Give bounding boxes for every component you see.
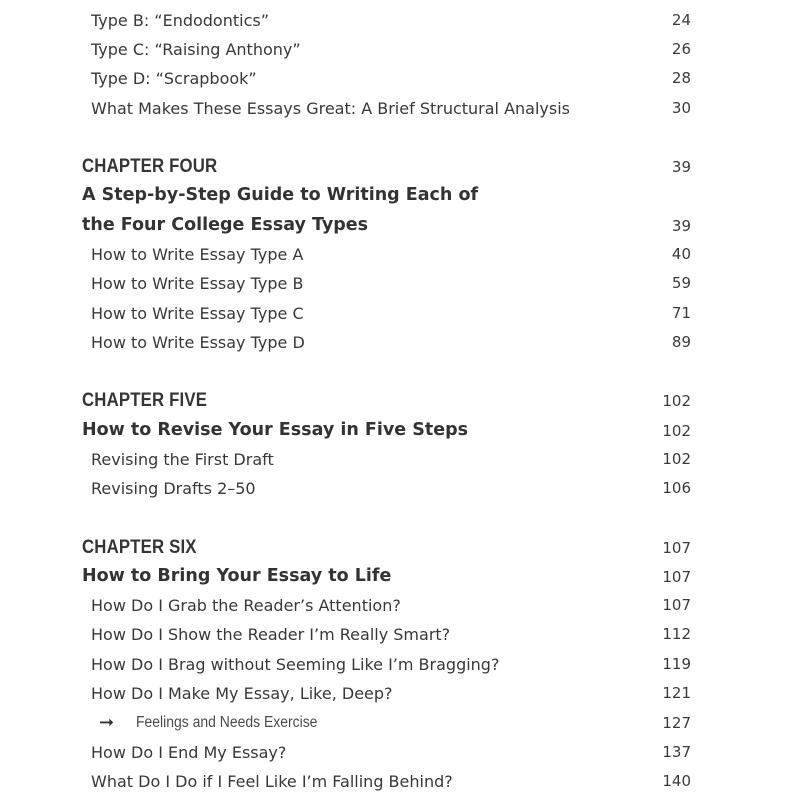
toc-entry[interactable]: [0, 596, 800, 625]
toc-entry[interactable]: [0, 245, 800, 274]
toc-entry[interactable]: [0, 304, 800, 333]
chapter-title-page: 102: [662, 422, 691, 440]
toc-entry-page: 102: [662, 450, 691, 468]
toc-entry-label: How Do I Make My Essay, Like, Deep?: [91, 684, 393, 703]
chapter-title-label: How to Bring Your Essay to Life: [82, 566, 392, 586]
toc-entry[interactable]: [0, 333, 800, 362]
toc-entry-page: 106: [662, 479, 691, 497]
chapter-four-heading[interactable]: [0, 155, 800, 184]
toc-entry-label: What Do I Do if I Feel Like I’m Falling Behind?: [91, 772, 453, 791]
toc-entry[interactable]: [0, 684, 800, 713]
toc-entry-label: How to Write Essay Type B: [91, 274, 304, 293]
toc-entry-label: How Do I Show the Reader I’m Really Smart?: [91, 625, 451, 644]
chapter-six-title[interactable]: [0, 566, 800, 595]
toc-entry[interactable]: [0, 11, 800, 40]
toc-entry-label: What Makes These Essays Great: A Brief Structural Analysis: [91, 99, 571, 118]
toc-entry-label: Type C: “Raising Anthony”: [91, 40, 301, 59]
arrow-right-icon: ➞: [99, 712, 115, 733]
chapter-title-label: the Four College Essay Types: [82, 215, 369, 235]
chapter-heading-label: CHAPTER SIX: [82, 536, 197, 558]
chapter-heading-label: CHAPTER FOUR: [82, 155, 218, 177]
chapter-title-label: A Step-by-Step Guide to Writing Each of: [82, 185, 479, 205]
toc-entry-label: How Do I End My Essay?: [91, 743, 287, 762]
toc-entry-page: 137: [662, 743, 691, 761]
chapter-title-label: How to Revise Your Essay in Five Steps: [82, 420, 469, 440]
toc-entry-label: How to Write Essay Type A: [91, 245, 304, 264]
toc-entry-label: How Do I Grab the Reader’s Attention?: [91, 596, 401, 615]
toc-entry-label: Type B: “Endodontics”: [91, 11, 269, 30]
toc-entry-label: Type D: “Scrapbook”: [91, 69, 257, 88]
toc-entry-page: 30: [671, 99, 691, 117]
toc-sub-entry[interactable]: [0, 714, 800, 743]
toc-entry-page: 24: [671, 11, 691, 29]
toc-entry[interactable]: [0, 450, 800, 479]
toc-entry-page: 107: [662, 596, 691, 614]
chapter-heading-page: 107: [662, 539, 691, 557]
toc-entry[interactable]: [0, 743, 800, 772]
toc-entry-label: How to Write Essay Type C: [91, 304, 304, 323]
toc-entry-page: 119: [662, 655, 691, 673]
toc-entry-page: 26: [671, 40, 691, 58]
toc-entry-page: 140: [662, 772, 691, 790]
toc-entry-label: Revising the First Draft: [91, 450, 274, 469]
toc-entry-page: 112: [662, 625, 691, 643]
chapter-four-title-line2[interactable]: [0, 215, 800, 244]
toc-entry[interactable]: [0, 99, 800, 128]
toc-sub-entry-label: Feelings and Needs Exercise: [136, 714, 318, 731]
toc-entry-label: How to Write Essay Type D: [91, 333, 305, 352]
toc-entry-page: 59: [671, 274, 691, 292]
toc-entry[interactable]: [0, 274, 800, 303]
toc-entry-page: 71: [671, 304, 691, 322]
toc-entry[interactable]: [0, 40, 800, 69]
toc-entry-page: 28: [671, 69, 691, 87]
toc-entry-page: 121: [662, 684, 691, 702]
chapter-title-page: 39: [671, 217, 691, 235]
chapter-five-title[interactable]: [0, 420, 800, 449]
chapter-title-page: 107: [662, 568, 691, 586]
toc-entry[interactable]: [0, 625, 800, 654]
chapter-six-heading[interactable]: [0, 536, 800, 565]
toc-entry[interactable]: [0, 69, 800, 98]
toc-entry[interactable]: [0, 655, 800, 684]
toc-entry-page: 127: [662, 714, 691, 732]
toc-entry-page: 89: [671, 333, 691, 351]
toc-entry[interactable]: [0, 772, 800, 801]
chapter-heading-page: 39: [671, 158, 691, 176]
chapter-heading-page: 102: [662, 392, 691, 410]
chapter-four-title-line1[interactable]: [0, 185, 800, 214]
toc-entry-page: 40: [671, 245, 691, 263]
toc-entry-label: Revising Drafts 2–50: [91, 479, 256, 498]
chapter-five-heading[interactable]: [0, 389, 800, 418]
chapter-heading-label: CHAPTER FIVE: [82, 389, 208, 411]
toc-entry[interactable]: [0, 479, 800, 508]
toc-entry-label: How Do I Brag without Seeming Like I’m Bragging?: [91, 655, 500, 674]
